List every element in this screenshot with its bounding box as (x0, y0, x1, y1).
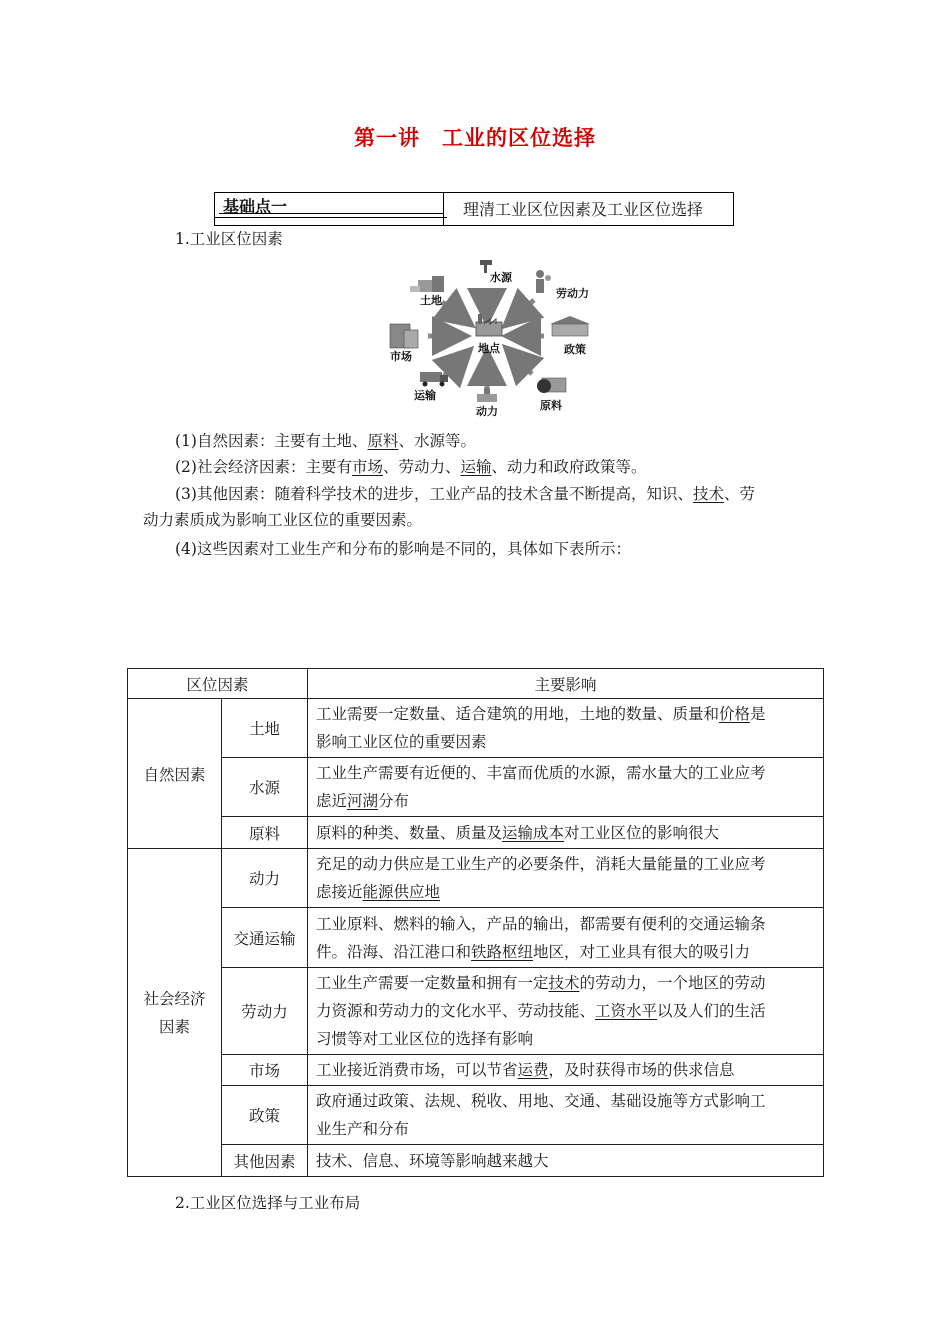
impact-cell (308, 758, 824, 817)
title-part2: 工业的区位选择 (442, 126, 596, 150)
p1-text-a: (1)自然因素：主要有土地、 (175, 432, 368, 450)
impact-cell (308, 817, 824, 849)
land-buildings-icon (410, 276, 444, 292)
impact-key: 价格 (719, 705, 751, 723)
factor-cell: 市场 (222, 1055, 308, 1086)
paragraph-3 (175, 481, 755, 507)
impact-key: 技术 (548, 974, 580, 992)
impact-text: 是 (750, 705, 766, 723)
paragraph-1 (175, 428, 476, 454)
arrow-labor (516, 300, 534, 316)
section1-heading: 1.工业区位因素 (175, 230, 283, 248)
group-social-line1: 社会经济 (143, 989, 206, 1008)
impact-cell (308, 1086, 824, 1145)
impact-key: 运费 (517, 1061, 549, 1079)
impact-cell (308, 1055, 824, 1086)
p1-text-c: 、水源等。 (398, 432, 476, 450)
table-row (128, 1145, 824, 1177)
arrow-raw (516, 358, 532, 374)
impact-text: 虑近 (316, 792, 348, 810)
impact-text: 业生产和分布 (316, 1120, 410, 1138)
factory-icon (476, 314, 502, 336)
header-impact: 主要影响 (308, 669, 824, 699)
factor-cell: 政策 (222, 1086, 308, 1145)
label-underline-2 (215, 217, 447, 218)
knowledge-point-box (214, 192, 734, 226)
factor-cell: 交通运输 (222, 908, 308, 968)
impact-key: 能源供应地 (362, 883, 441, 901)
factor-cell: 原料 (222, 817, 308, 849)
power-station-icon (477, 388, 497, 402)
box-divider (443, 193, 444, 225)
factor-transport: 运输 (414, 389, 436, 402)
impact-text: 工业接近消费市场，可以节省 (316, 1061, 518, 1079)
impact-text: 虑接近 (316, 883, 363, 901)
impact-text: 的劳动力，一个地区的劳动 (579, 974, 766, 992)
arrows (428, 288, 544, 388)
impact-text: 充足的动力供应是工业生产的必要条件，消耗大量能量的工业应考 (316, 855, 766, 873)
raw-material-icon (537, 378, 566, 393)
factor-cell: 动力 (222, 849, 308, 908)
factor-water: 水源 (490, 271, 512, 284)
title-part1: 第一讲 (354, 126, 420, 150)
impact-text: 件。沿海、沿江港口和 (316, 942, 472, 961)
factor-labor: 劳动力 (556, 287, 589, 300)
page-title (0, 122, 950, 152)
p3-text-a: (3)其他因素：随着科学技术的进步，工业产品的技术含量不断提高，知识、 (175, 485, 693, 503)
group-natural: 自然因素 (128, 699, 222, 849)
p2-key-market: 市场 (351, 458, 383, 476)
paragraph-2 (175, 454, 647, 480)
p2-key-transport: 运输 (460, 458, 492, 476)
impact-cell (308, 908, 824, 968)
factor-land: 土地 (420, 294, 442, 307)
impact-text: 政府通过政策、法规、税收、用地、交通、基础设施等方式影响工 (316, 1092, 766, 1110)
arrow-land (442, 302, 460, 316)
table-row (128, 1055, 824, 1086)
table-row (128, 699, 824, 758)
group-social (128, 849, 222, 1177)
impact-text: 分布 (378, 792, 410, 810)
table-row (128, 1086, 824, 1145)
table-header-row (128, 669, 824, 699)
group-social-line2: 因素 (158, 1017, 190, 1036)
label-underline (219, 213, 443, 214)
impact-text: ，及时获得市场的供求信息 (548, 1061, 735, 1079)
p2-text-e: 、动力和政府政策等。 (491, 458, 647, 476)
factor-cell: 劳动力 (222, 968, 308, 1055)
impact-key: 工资水平 (595, 1002, 658, 1020)
impact-cell (308, 699, 824, 758)
table-row (128, 758, 824, 817)
knowledge-point-text: 理清工业区位因素及工业区位选择 (463, 200, 704, 219)
location-factors-table (127, 668, 824, 1177)
impact-text: 工业原料、燃料的输入，产品的输出，都需要有便利的交通运输条 (316, 914, 766, 933)
factor-market: 市场 (390, 350, 412, 363)
p2-text-c: 、劳动力、 (382, 458, 461, 476)
impact-cell (308, 849, 824, 908)
knowledge-point-label: 基础点一 (223, 197, 288, 216)
impact-text: 以及人们的生活 (657, 1002, 766, 1020)
section2-heading: 2.工业区位选择与工业布局 (175, 1194, 361, 1212)
impact-key: 河湖 (347, 792, 379, 810)
factor-policy: 政策 (564, 343, 586, 356)
impact-cell (308, 968, 824, 1055)
impact-text: 习惯等对工业区位的选择有影响 (316, 1030, 534, 1048)
impact-key: 运输成本 (502, 823, 565, 842)
table-row (128, 968, 824, 1055)
market-building-icon (390, 324, 418, 348)
impact-text: 工业生产需要有近便的、丰富而优质的水源，需水量大的工业应考 (316, 764, 766, 782)
location-factors-diagram (380, 252, 610, 422)
government-building-icon (550, 316, 590, 336)
table-row (128, 908, 824, 968)
impact-text: 对工业区位的影响很大 (564, 823, 720, 842)
factor-cell: 水源 (222, 758, 308, 817)
table-row (128, 849, 824, 908)
p3-text-c: 、劳 (723, 485, 755, 503)
factor-raw: 原料 (540, 399, 562, 412)
impact-text: 力资源和劳动力的文化水平、劳动技能、 (316, 1002, 596, 1020)
factor-cell: 其他因素 (222, 1145, 308, 1177)
p2-text-a: (2)社会经济因素：主要有 (175, 458, 352, 476)
table-row (128, 817, 824, 849)
factor-cell: 土地 (222, 699, 308, 758)
impact-text: 影响工业区位的重要因素 (316, 733, 487, 751)
paragraph-3-line2: 动力素质成为影响工业区位的重要因素。 (143, 511, 423, 529)
arrow-transport (444, 360, 460, 376)
impact-key: 铁路枢纽 (471, 942, 534, 961)
people-icon (536, 270, 551, 293)
center-label: 地点 (478, 342, 500, 355)
factor-power: 动力 (476, 405, 498, 418)
impact-text: 地区，对工业具有很大的吸引力 (533, 942, 751, 961)
paragraph-4: (4)这些因素对工业生产和分布的影响是不同的，具体如下表所示： (175, 540, 631, 558)
impact-cell: 技术、信息、环境等影响越来越大 (308, 1145, 824, 1177)
p3-key-tech: 技术 (692, 485, 724, 503)
impact-text: 原料的种类、数量、质量及 (316, 823, 503, 842)
impact-text: 工业需要一定数量、适合建筑的用地，土地的数量、质量和 (316, 705, 720, 723)
header-factor: 区位因素 (128, 669, 308, 699)
p1-key-raw: 原料 (367, 432, 399, 450)
impact-text: 工业生产需要一定数量和拥有一定 (316, 974, 549, 992)
